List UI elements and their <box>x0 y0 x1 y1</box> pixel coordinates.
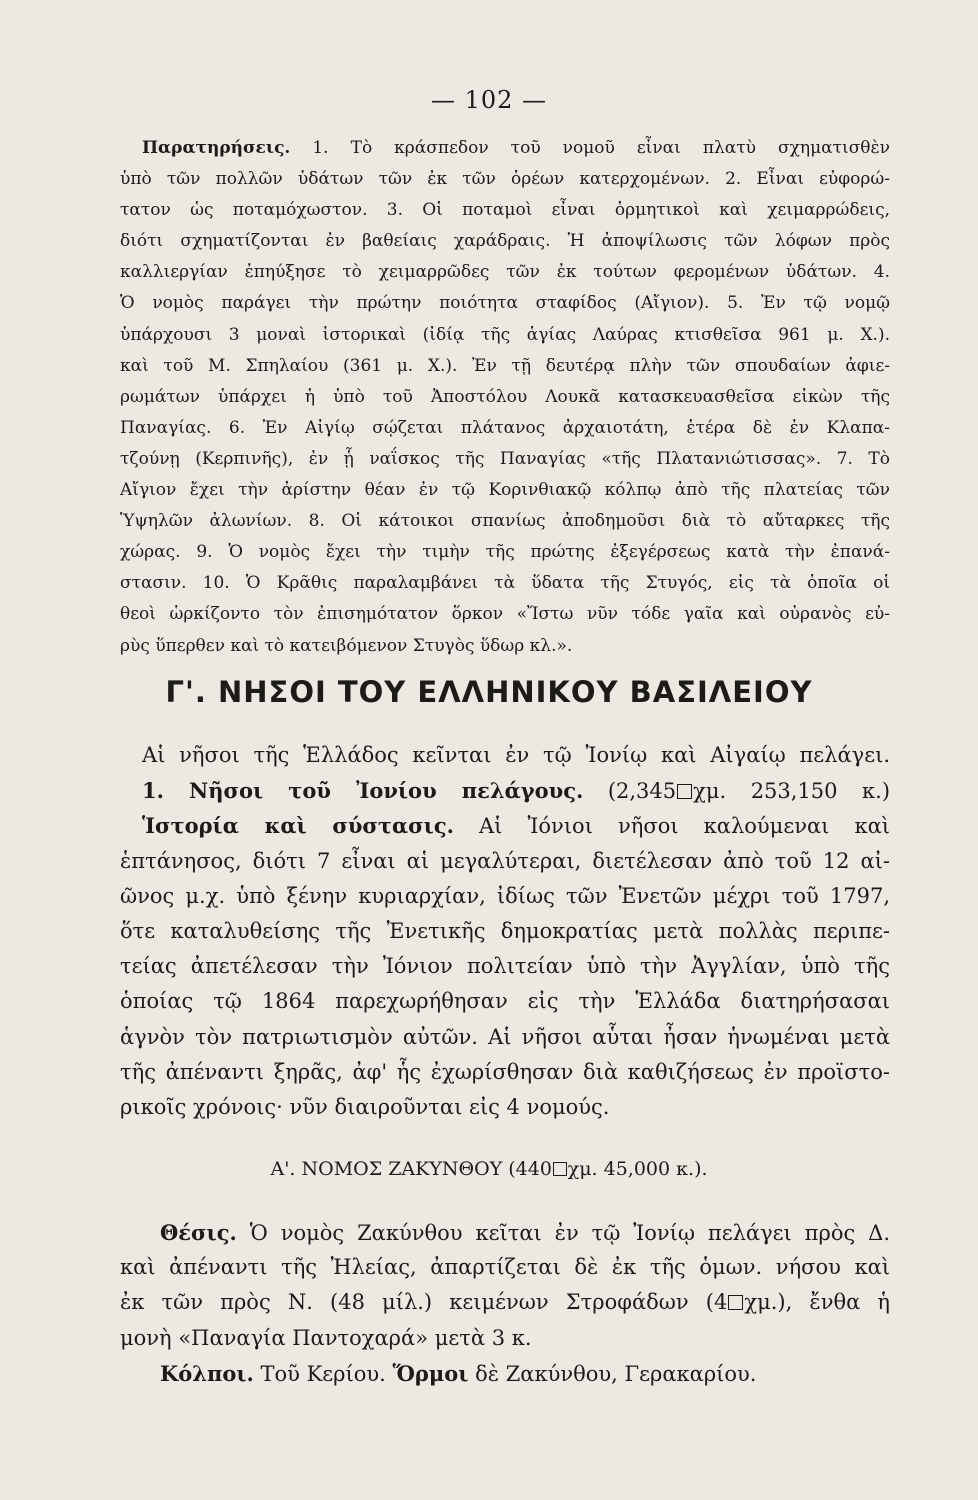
observations-line: Ὁ νομὸς παράγει τὴν πρώτην ποιότητα σταφίδος (Αἴγιον). 5. Ἐν τῷ νομῷ <box>120 293 890 314</box>
history-label: Ἱστορία καὶ σύστασις. <box>142 813 454 839</box>
observations-paragraph <box>120 133 890 662</box>
observations-line: ρὺς ὕπερθεν καὶ τὸ κατειβόμενον Στυγὸς ὕδωρ κλ.». <box>120 635 573 656</box>
square-symbol-icon <box>553 1162 567 1176</box>
history-line: ἁγνὸν τὸν πατριωτισμὸν αὐτῶν. Αἱ νῆσοι αὗται ἦσαν ἡνωμέναι μετὰ <box>120 1024 890 1049</box>
observations-line: Ὑψηλῶν ἀλωνίων. 8. Οἱ κάτοικοι σπανίως ἀποδημοῦσι διὰ τὸ αὔταρκες τῆς <box>120 511 890 532</box>
ionian-title-line: 1. Νῆσοι τοῦ Ἰονίου πελάγους. (2,345 χμ. 253,150 κ.) <box>142 778 890 804</box>
observations-line: Παρατηρήσεις. 1. Τὸ κράσπεδον τοῦ νομοῦ εἶναι πλατὺ σχηματισθὲν <box>142 138 890 158</box>
intro-line: Αἱ νῆσοι τῆς Ἑλλάδος κεῖνται ἐν τῷ Ἰονίῳ καὶ Αἰγαίῳ πελάγει. <box>142 743 890 767</box>
history-line: τείας ἀπετέλεσαν τὴν Ἰόνιον πολιτείαν ὑπὸ τὴν Ἀγγλίαν, ὑπὸ τῆς <box>120 954 890 979</box>
observations-line: ρωμάτων ὑπάρχει ἡ ὑπὸ τοῦ Ἀποστόλου Λουκᾶ κατασκευασθεῖσα εἰκὼν τῆς <box>120 386 890 407</box>
history-line: Ἱστορία καὶ σύστασις. Αἱ Ἰόνιοι νῆσοι καλούμεναι καὶ <box>142 813 890 839</box>
observations-line: χώρας. 9. Ὁ νομὸς ἔχει τὴν τιμὴν τῆς πρώτης ἐξεγέρσεως κατὰ τὴν ἐπανά- <box>120 542 890 563</box>
ionian-section <box>120 738 890 1125</box>
observations-label: Παρατηρήσεις. <box>142 138 291 158</box>
observations-line: θεοὶ ὡρκίζοντο τὸν ἐπισημότατον ὅρκον «Ἴστω νῦν τόδε γαῖα καὶ οὐρανὸς εὐ- <box>120 604 890 625</box>
observations-line: τατον ὡς ποταμόχωστον. 3. Οἱ ποταμοὶ εἶναι ὁρμητικοὶ καὶ χειμαρρώδεις, <box>120 200 890 221</box>
history-line: ρικοῖς χρόνοις· νῦν διαιροῦνται εἰς 4 νομούς. <box>120 1094 610 1119</box>
position-label: Θέσις. <box>160 1220 237 1245</box>
history-line: τῆς ἀπέναντι ξηρᾶς, ἀφ' ἧς ἐχωρίσθησαν διὰ καθιζήσεως ἐν προϊστο- <box>120 1059 890 1084</box>
gulfs-label: Κόλποι. <box>160 1360 254 1386</box>
position-section <box>120 1215 890 1391</box>
ormoi-label: Ὅρμοι <box>392 1360 469 1386</box>
nomos-heading: Α'. ΝΟΜΟΣ ΖΑΚΥΝΘΟΥ (440 χμ. 45,000 κ.). <box>270 1158 708 1180</box>
history-line: ὁποίας τῷ 1864 παρεχωρήθησαν εἰς τὴν Ἑλλάδα διατηρήσασαι <box>120 989 890 1014</box>
observations-line: Παναγίας. 6. Ἐν Αἰγίῳ σῴζεται πλάτανος ἀρχαιοτάτη, ἑτέρα δὲ ἐν Κλαπα- <box>120 417 890 438</box>
section-heading: Γ'. ΝΗΣΟΙ ΤΟΥ ΕΛΛΗΝΙΚΟΥ ΒΑΣΙΛΕΙΟΥ <box>165 675 813 709</box>
observations-line: στασιν. 10. Ὁ Κρᾶθις παραλαμβάνει τὰ ὕδατα τῆς Στυγός, εἰς τὰ ὁποῖα οἱ <box>120 573 890 594</box>
history-line: ῶνος μ.χ. ὑπὸ ξένην κυριαρχίαν, ἰδίως τῶν Ἐνετῶν μέχρι τοῦ 1797, <box>120 883 890 908</box>
observations-line: τζούνῃ (Κερπινῆς), ἐν ᾗ ναΐσκος τῆς Παναγίας «τῆς Πλατανιώτισσας». 7. Τὸ <box>120 448 890 469</box>
observations-line: ὑπὸ τῶν πολλῶν ὑδάτων τῶν ἐκ τῶν ὀρέων κατερχομένων. 2. Εἶναι εὐφορώ- <box>120 169 890 190</box>
gulfs-line: Κόλποι. Τοῦ Κερίου. Ὅρμοι δὲ Ζακύνθου, Γερακαρίου. <box>160 1360 757 1386</box>
observations-line: καλλιεργίαν ἐπηύξησε τὸ χειμαρρῶδες τῶν ἐκ τούτων φερομένων ὑδάτων. 4. <box>120 262 890 283</box>
observations-line: διότι σχηματίζονται ἐν βαθείαις χαράδραις. Ἡ ἀποψίλωσις τῶν λόφων πρὸς <box>120 231 890 252</box>
history-line: ἑπτάνησος, διότι 7 εἶναι αἱ μεγαλύτεραι, διετέλεσαν ἀπὸ τοῦ 12 αἰ- <box>120 848 890 873</box>
observations-line: Αἴγιον ἔχει τὴν ἀρίστην θέαν ἐν τῷ Κορινθιακῷ κόλπῳ ἀπὸ τῆς πλατείας τῶν <box>120 480 890 501</box>
position-line: μονὴ «Παναγία Παντοχαρά» μετὰ 3 κ. <box>120 1325 532 1350</box>
history-line: ὅτε καταλυθείσης τῆς Ἐνετικῆς δημοκρατίας μετὰ πολλὰς περιπε- <box>120 918 890 943</box>
page-number: — 102 — <box>430 86 548 114</box>
square-symbol-icon <box>677 784 692 799</box>
observations-line: καὶ τοῦ Μ. Σπηλαίου (361 μ. Χ.). Ἐν τῇ δευτέρᾳ πλὴν τῶν σπουδαίων ἀφιε- <box>120 355 890 376</box>
square-symbol-icon <box>728 1295 743 1310</box>
ionian-title: 1. Νῆσοι τοῦ Ἰονίου πελάγους. <box>142 778 584 804</box>
position-line: ἐκ τῶν πρὸς Ν. (48 μίλ.) κειμένων Στροφάδων (4 χμ.), ἔνθα ἡ <box>120 1290 890 1315</box>
observations-line: ὑπάρχουσι 3 μοναὶ ἱστορικαὶ (ἰδίᾳ τῆς ἁγίας Λαύρας κτισθεῖσα 961 μ. Χ.). <box>120 324 890 345</box>
position-line: Θέσις. Ὁ νομὸς Ζακύνθου κεῖται ἐν τῷ Ἰονίῳ πελάγει πρὸς Δ. <box>160 1220 890 1245</box>
position-line: καὶ ἀπέναντι τῆς Ἠλείας, ἀπαρτίζεται δὲ ἐκ τῆς ὁμων. νήσου καὶ <box>120 1255 890 1280</box>
